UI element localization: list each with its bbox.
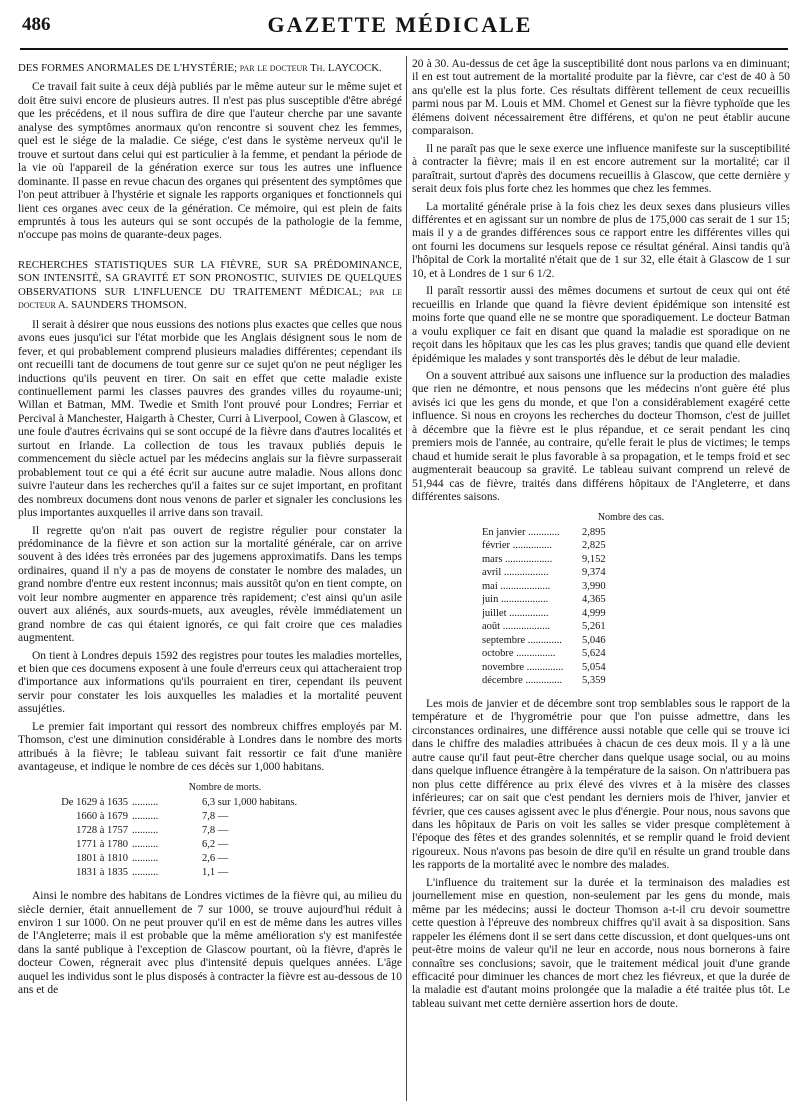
deaths-table-heading: Nombre de morts. — [188, 781, 262, 793]
deaths-value: 2,6 — — [202, 853, 229, 865]
cases-value: 2,895 — [582, 526, 606, 538]
cases-month: mai ................... — [482, 580, 551, 592]
paragraph: Il paraît ressortir aussi des mêmes documens et surtout de ceux qui ont été recueillis en Irlande que quand la fièvre devient épidémique son intensité est moins forte que quand elle ne se montre que sporadiquement. Le docteur Batman a voulu expliquer ce fait en disant que quand la maladie est sporadique on ne reçoit dans les hôpitaux que les cas les plus graves; tandis que quand elle devient épidémique les malades y sont transportés dès le début de leur maladie. — [412, 285, 790, 365]
paragraph: Les mois de janvier et de décembre sont trop semblables sous le rapport de la température et de l'hygrométrie pour que l'on puisse admettre, dans les circonstances ordinaires, une différence aussi notable que celle qui se trouve ici dans le chiffre des maladies attribuées à chacun de ces deux mois. Il y a là une autre cause qu'il faut peut-être chercher dans quelque usage social, ou au moins dans quelque influence étrangère à la température de la saison. On n'attribuera pas non plus cette différence au prix élevé des vivres et à la misère des classes inférieures; car on sait que c'est pendant les derniers mois de l'hiver, janvier et février, que ces causes agissent avec le plus d'énergie. Pour nous, nous savons que dans les hôpitaux de Paris on voit les salles se vider presque complètement à l'époque des fêtes et des grandes solennités, et se remplir quand le froid devient rigoureux. Nous n'avons pas besoin de dire qu'il en résulte un grand trouble dans les rapports de la mortalité avec le nombre des malades. — [412, 697, 790, 872]
cases-value: 5,261 — [582, 621, 606, 633]
cases-month: octobre ............... — [482, 648, 556, 660]
cases-value: 5,359 — [582, 675, 606, 687]
cases-month: juin .................. — [482, 594, 549, 606]
paragraph: Le premier fait important qui ressort des nombreux chiffres employés par M. Thomson, c'est une diminution considérable à Londres dans le nombre des morts attribués à la fièvre; le tableau suivant fait ressortir ce fait d'une manière avantageuse, et indique le nombre de ces décès sur 1,000 habitans. — [18, 720, 402, 774]
deaths-value: 6,3 sur 1,000 habitans. — [202, 797, 298, 809]
paragraph: Ce travail fait suite à ceux déjà publiés par le même auteur sur le même sujet et doit être suivi encore de plusieurs autres. Il n'est pas plus susceptible d'être abrégé que les précédens, et il nous suffira de dire que l'auteur cherche par une savante analyse des symptômes anormaux qu'on rencontre si souvent chez les femmes, quel est le siége de la maladie. Ce siége, c'est dans le système nerveux qu'il le trouve et surtout dans celui qui est particulier à la femme, et pendant la période de la vie où l'appareil de la génération exerce sur tous les autres une influence dominante. Il passe en revue chacun des organes qui présentent des symptômes que l'on peut attribuer à l'hystérie et signale les rapports organiques et fonctionnels qui lient ces organes avec ceux de la génération. Ce mémoire, qui est plein de faits empruntés à tous les auteurs qui se sont occupés de la pathologie de la femme, n'occupe pas moins de quarante-deux pages. — [18, 81, 402, 242]
cases-month: En janvier ............ — [482, 526, 560, 538]
cases-table-row — [412, 647, 790, 661]
cases-table-row — [412, 566, 790, 580]
deaths-value: 7,8 — — [202, 811, 229, 823]
paragraph: L'influence du traitement sur la durée et la terminaison des maladies est journellement mise en question, non-seulement par les gens du monde, mais même par les médecins; aussi le docteur Thomson a-t-il cru devoir soumettre cette question à l'épreuve des nombreux chiffres qu'il avait à sa disposition. Sans rappeler les élémens dont il se sert dans cette discussion, et dont quelques-uns ont peut-être moins de valeur qu'il ne leur en accorde, nous nous bornerons à faire connaître ses conclusions; savoir, que le traitement médical jouit d'une grande efficacité pour diminuer les chances de mort chez les fiévreux, et que la durée de la maladie est d'autant moins prolongée que la maladie a été traitée plus tôt. Le tableau suivant met cette dernière assertion hors de doute. — [412, 876, 790, 1010]
cases-value: 5,054 — [582, 661, 606, 673]
cases-value: 5,046 — [582, 634, 606, 646]
left-column — [18, 58, 402, 1103]
cases-value: 4,999 — [582, 607, 606, 619]
journal-title: GAZETTE MÉDICALE — [267, 12, 533, 37]
cases-value: 2,825 — [582, 540, 606, 552]
paragraph: Il serait à désirer que nous eussions des notions plus exactes que celles que nous avons eues jusqu'ici sur l'état morbide que les Anglais désignent sous le nom de fever, et qui probablement comprend plusieurs maladies différentes; cependant ils ont recueilli tant de documens de tout genre sur ce sujet qu'on ne peut négliger les inductions qu'ils peuvent en tirer. On sait en effet que cette maladie existe continuellement parmi les classes pauvres des grandes villes du royaume-uni; Willan et Batman, MM. Twedie et Smith l'ont prouvé pour Londres; Ferriar et Percival à Manchester, Haigarth à Chester, Curri à Liverpool, Cowen à Glascow, et une foule d'autres écrivains qui se sont occupé de la fièvre dans d'autres localités et surtout en Irlande. La collection de tous les travaux publiés depuis le commencement du siècle actuel par les médecins anglais sur la fièvre surpasserait probablement tout ce qui a été écrit sur aucune autre maladie. Nous allons donc suivre l'auteur dans les recherches qu'il a faites sur ce sujet important, en profitant des nombreux documens dont nous venons de parler et signaler les conclusions les plus importantes auxquelles il arrive dans son travail. — [18, 318, 402, 520]
cases-table-row — [412, 661, 790, 675]
article-heading-hysteria: DES FORMES ANORMALES DE L'HYSTÉRIE; par le docteur Th. LAYCOCK. — [18, 62, 382, 74]
cases-month: décembre .............. — [482, 675, 563, 687]
cases-table-row — [412, 553, 790, 567]
cases-month: septembre ............. — [482, 634, 562, 646]
page-number: 486 — [22, 14, 51, 35]
deaths-table-row: 1831 à 1835 .......... 1,1 — — [18, 866, 402, 880]
deaths-value: 1,1 — — [202, 867, 229, 879]
cases-month: mars .................. — [482, 553, 553, 565]
cases-month: juillet ............... — [482, 607, 549, 619]
deaths-table-row: De 1629 à 1635 .......... 6,3 sur 1,000 habitans. — [18, 796, 402, 810]
cases-table-row — [412, 607, 790, 621]
paragraph: Il ne paraît pas que le sexe exerce une influence manifeste sur la susceptibilité à contracter la fièvre; mais il en est encore autrement sur la mortalité; car il paraîtrait, surtout d'après des documens recueillis à Glascow, que cette dernière y serait deux fois plus forte chez les hommes que chez les femmes. — [412, 142, 790, 196]
paragraph: Il regrette qu'on n'ait pas ouvert de registre régulier pour constater la prédominance de la fièvre et son action sur la mortalité générale, car on arrive souvent à des idées très erronées par des jugemens approximatifs. Dans les temps ordinaires, quand il n'y a pas de moyens de constater le nombre des malades, un grand nombre d'entre eux restent inconnus; mais aussitôt qu'on en tient compte, on voit leur nombre augmenter en apparence très rapidement; c'est ainsi qu'un asile ouvert aux aliénés, aux sourds-muets, aux aveugles, révèle immédiatement un grand nombre de cas qui étaient ignorés, ce qui fait croire que ces maladies augmentent. — [18, 524, 402, 645]
deaths-period: 1660 à 1679 — [76, 811, 128, 823]
cases-month: août .................. — [482, 621, 550, 633]
page-header — [0, 0, 800, 46]
deaths-table-row: 1728 à 1757 .......... 7,8 — — [18, 824, 402, 838]
paragraph: On a souvent attribué aux saisons une influence sur la production des maladies que rien ne démontre, et nous pensons que les médecins n'ont guère été plus avisés ici que les gens du monde, et que l'on a considérablement exagéré cette influence. Si nous en croyons les recherches du docteur Thomson, c'est de juillet à décembre que la fièvre est le plus répandue, et ce serait pendant les cinq premiers mois de l'année, au contraire, qu'elle ferait le plus de victimes; le temps chaud et humide serait le plus favorable à sa propagation, et le temps froid et sec augmenterait beaucoup sa gravité. Le tableau suivant comprend un relevé de 51,944 cas de fièvre, traités dans différens hôpitaux de l'Angleterre, et dans différentes saisons. — [412, 369, 790, 504]
deaths-period: 1728 à 1757 — [76, 825, 128, 837]
cases-value: 9,152 — [582, 553, 606, 565]
cases-value: 5,624 — [582, 648, 606, 660]
deaths-table-row: 1660 à 1679 .......... 7,8 — — [18, 810, 402, 824]
deaths-value: 7,8 — — [202, 825, 229, 837]
cases-value: 4,365 — [582, 594, 606, 606]
cases-table — [412, 511, 790, 688]
deaths-table — [18, 781, 402, 880]
deaths-table-row: 1771 à 1780 .......... 6,2 — — [18, 838, 402, 852]
cases-table-heading: Nombre des cas. — [597, 511, 665, 523]
deaths-value: 6,2 — — [202, 839, 229, 851]
deaths-period: 1801 à 1810 — [76, 853, 128, 865]
cases-table-row — [412, 620, 790, 634]
deaths-period: De 1629 à 1635 — [61, 797, 128, 809]
deaths-period: 1831 à 1835 — [76, 867, 128, 879]
cases-month: novembre .............. — [482, 661, 564, 673]
cases-table-row — [412, 634, 790, 648]
cases-table-row — [412, 593, 790, 607]
cases-month: avril ................. — [482, 567, 549, 579]
article-heading-fever: RECHERCHES STATISTIQUES SUR LA FIÈVRE, SUR SA PRÉDOMINANCE, SON INTENSITÉ, SA GRAVITÉ ET SON PRONOSTIC, SUIVIES DE QUELQUES OBSERVATIONS SUR L'INFLUENCE DU TRAITEMENT MÉDICAL; par le docteur A. SAUNDERS THOMSON. — [18, 258, 402, 312]
cases-value: 3,990 — [582, 580, 606, 592]
cases-table-row — [412, 674, 790, 688]
cases-table-row — [412, 526, 790, 540]
cases-value: 9,374 — [582, 567, 606, 579]
paragraph: La mortalité générale prise à la fois chez les deux sexes dans plusieurs villes différentes et en agissant sur un nombre de plus de 175,000 cas serait de 1 sur 15; mais il y a de grandes différences sous ce rapport entre les différentes villes qui ont fourni les documens sur lesquels repose ce résultat général. Ainsi tandis qu'à l'hôpital de Cork la mortalité n'était que de 1 sur 32, elle était à Glascow de 1 sur 10, et à Londres de 1 sur 6 1/2. — [412, 200, 790, 280]
paragraph: On tient à Londres depuis 1592 des registres pour toutes les maladies mortelles, et bien que ces documens exposent à une foule d'erreurs ceux qui attacheraient trop d'importance aux informations qu'ils pourraient en tirer, cependant ils peuvent servir pour constater les lois auxquelles les maladies et la mortalité peuvent assujéties. — [18, 649, 402, 716]
right-column — [412, 58, 790, 1103]
header-rule — [20, 48, 788, 50]
paragraph: 20 à 30. Au-dessus de cet âge la susceptibilité dont nous parlons va en diminuant; il en est tout autrement de la mortalité produite par la fièvre, car c'est de 40 à 50 ans qu'elle est la plus forte. Ces résultats diffèrent tellement de ceux recueillis parmi nous par M. Louis et MM. Chomel et Genest sur la fièvre typhoïde que les élémens doivent nécessairement être différens, et qu'on ne peut établir aucune comparaison. — [412, 58, 790, 138]
cases-table-row — [412, 539, 790, 553]
cases-table-row — [412, 580, 790, 594]
paragraph: Ainsi le nombre des habitans de Londres victimes de la fièvre qui, au milieu du siècle dernier, était annuellement de 7 sur 1000, se trouve aujourd'hui réduit à environ 1 sur 1000. On ne peut prouver qu'il en est de même dans les autres villes de l'Angleterre; mais il est probable que la même amélioration s'y est manifestée dans la santé publique à l'exception de Glascow pourtant, où la fièvre, d'après le docteur Cowen, régnerait avec plus d'intensité depuis quelques années. L'âge auquel les individus sont le plus disposés à contracter la fièvre est au-dessous de 10 ans et de — [18, 890, 402, 997]
deaths-period: 1771 à 1780 — [76, 839, 128, 851]
deaths-table-row: 1801 à 1810 .......... 2,6 — — [18, 852, 402, 866]
cases-month: février ............... — [482, 540, 552, 552]
column-divider — [406, 56, 407, 1101]
